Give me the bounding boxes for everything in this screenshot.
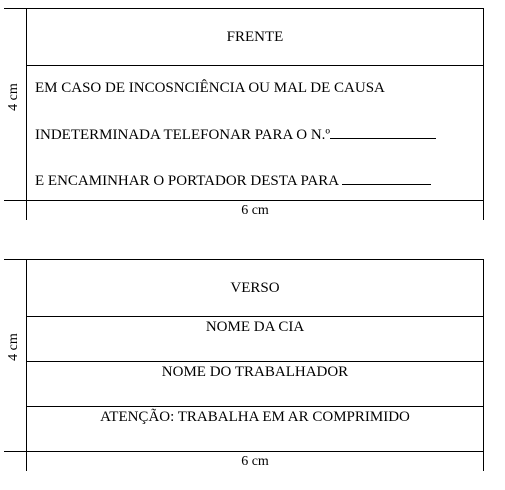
front-divider [26,65,484,66]
back-bottom-border [4,451,484,452]
front-text-line-3 [35,170,431,190]
back-top-border [4,259,484,260]
company-name-row: NOME DA CIA [205,319,305,335]
front-top-border [4,8,484,9]
front-width-label: 6 cm [241,203,269,218]
back-height-label: 4 cm [6,333,21,361]
front-text-line-1: EM CASO DE INCOSNCIÊNCIA OU MAL DE CAUSA [35,80,385,96]
back-divider-2 [26,361,484,362]
front-text-line-3-label: E ENCAMINHAR O PORTADOR DESTA PARA [35,173,339,189]
back-title: VERSO [230,280,280,296]
back-width-label: 6 cm [241,454,269,469]
worker-name-row: NOME DO TRABALHADOR [161,364,349,380]
phone-number-blank [330,124,436,139]
destination-blank [342,170,431,185]
warning-row: ATENÇÃO: TRABALHA EM AR COMPRIMIDO [100,409,410,425]
front-title: FRENTE [226,29,284,45]
back-divider-1 [26,316,484,317]
back-divider-3 [26,406,484,407]
front-text-line-2 [35,124,436,144]
front-bottom-border [4,200,484,201]
front-height-label: 4 cm [6,83,21,111]
front-text-line-2-label: INDETERMINADA TELEFONAR PARA O N.º [35,127,331,143]
